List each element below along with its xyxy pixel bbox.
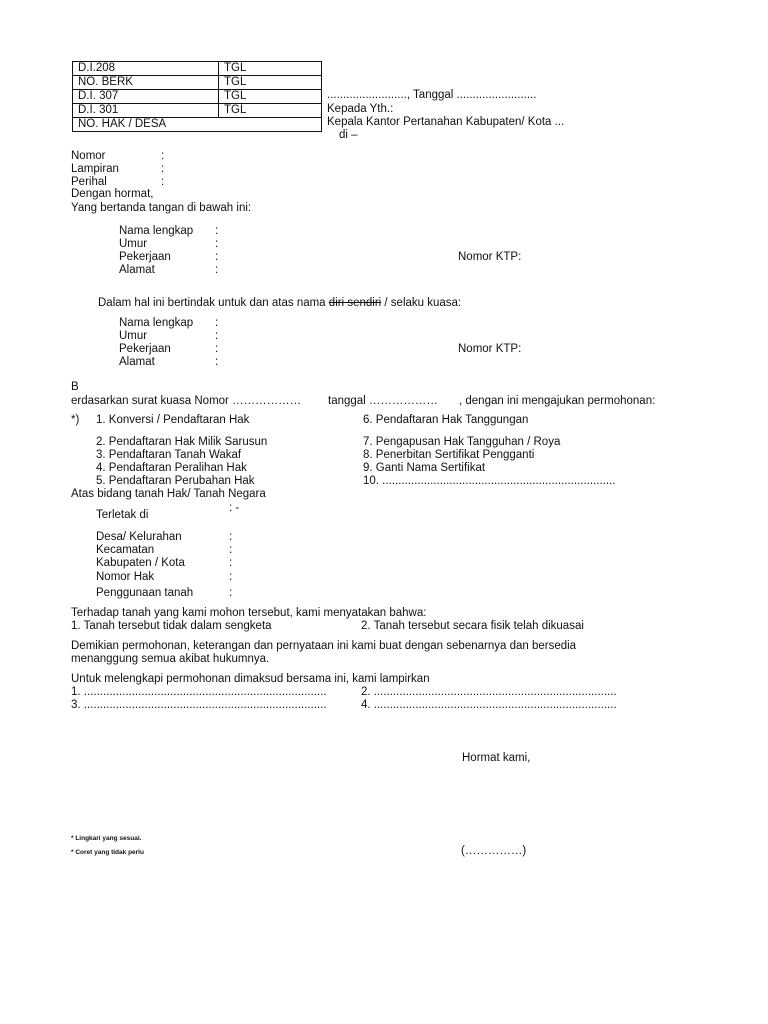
register-table — [72, 61, 322, 132]
attorney-text: erdasarkan surat kuasa Nomor ……………… — [71, 395, 302, 407]
table-cell-label: D.I.208 — [73, 62, 219, 76]
addressee-label: Kepada Yth.: — [327, 103, 394, 115]
colon: : — [215, 356, 219, 368]
date-line: ........................., Tanggal ......................... — [327, 89, 537, 101]
asterisk-note: *) — [71, 414, 80, 426]
colon: : — [229, 531, 233, 543]
table-row — [73, 62, 322, 76]
nomor-label: Nomor — [71, 150, 106, 162]
footnote: * Coret yang tidak perlu — [71, 849, 144, 856]
addressee-office: Kepala Kantor Pertanahan Kabupaten/ Kota ... — [327, 116, 565, 128]
colon: : — [215, 317, 219, 329]
attorney-date: tanggal ……………… — [328, 395, 438, 407]
land-intro: Atas bidang tanah Hak/ Tanah Negara — [71, 488, 266, 500]
declaration-line: Demikian permohonan, keterangan dan pernyataan ini kami buat dengan sebenarnya dan bersedia — [71, 640, 577, 652]
service-item: 2. Pendaftaran Hak Milik Sarusun — [96, 436, 268, 448]
service-item: 5. Pendaftaran Perubahan Hak — [96, 475, 255, 487]
colon: : — [229, 571, 233, 583]
colon: : — [229, 587, 233, 599]
signature-placeholder: (……………) — [461, 845, 527, 857]
table-row — [73, 90, 322, 104]
colon: : — [229, 557, 233, 569]
colon: : — [215, 264, 219, 276]
umur-label: Umur — [119, 330, 148, 342]
penggunaan-label: Penggunaan tanah — [96, 587, 194, 599]
closing: Hormat kami, — [462, 752, 531, 764]
table-row — [73, 118, 322, 132]
table-row — [73, 104, 322, 118]
ktp-label: Nomor KTP: — [458, 343, 522, 355]
terletak-value: : - — [229, 502, 240, 514]
dropcap-b: B — [71, 381, 79, 393]
table-cell-value: TGL — [219, 62, 322, 76]
service-item: 7. Pengapusan Hak Tangguhan / Roya — [363, 436, 561, 448]
desa-label: Desa/ Kelurahan — [96, 531, 182, 543]
intro-text: Yang bertanda tangan di bawah ini: — [71, 202, 252, 214]
pekerjaan-label: Pekerjaan — [119, 251, 171, 263]
attachments-intro: Untuk melengkapi permohonan dimaksud bersama ini, kami lampirkan — [71, 673, 430, 685]
ktp-label: Nomor KTP: — [458, 251, 522, 263]
acting-strikethrough: diri sendiri — [328, 297, 382, 309]
table-row — [73, 76, 322, 90]
colon: : — [161, 176, 165, 188]
attachment-line: 4. ............................................................................ — [361, 699, 617, 711]
alamat-label: Alamat — [119, 356, 155, 368]
acting-text-after: / selaku kuasa: — [381, 297, 462, 309]
perihal-label: Perihal — [71, 176, 107, 188]
statement-intro: Terhadap tanah yang kami mohon tersebut, kami menyatakan bahwa: — [71, 607, 427, 619]
table-cell-value: TGL — [219, 90, 322, 104]
greeting: Dengan hormat, — [71, 188, 154, 200]
kecamatan-label: Kecamatan — [96, 544, 155, 556]
umur-label: Umur — [119, 238, 148, 250]
colon: : — [215, 251, 219, 263]
service-item: 6. Pendaftaran Hak Tanggungan — [363, 414, 529, 426]
service-item: 3. Pendaftaran Tanah Wakaf — [96, 449, 242, 461]
statement-item: 1. Tanah tersebut tidak dalam sengketa — [71, 620, 272, 632]
service-item: 1. Konversi / Pendaftaran Hak — [96, 414, 250, 426]
attachment-line: 2. ............................................................................ — [361, 686, 617, 698]
attachment-line: 3. ............................................................................ — [71, 699, 327, 711]
kabupaten-label: Kabupaten / Kota — [96, 557, 185, 569]
table-cell-label: NO. BERK — [73, 76, 219, 90]
acting-text: Dalam hal ini bertindak untuk dan atas nama — [98, 297, 326, 309]
colon: : — [215, 343, 219, 355]
nama-label: Nama lengkap — [119, 225, 194, 237]
pekerjaan-label: Pekerjaan — [119, 343, 171, 355]
lampiran-label: Lampiran — [71, 163, 119, 175]
colon: : — [161, 150, 165, 162]
table-cell-label: D.I. 301 — [73, 104, 219, 118]
alamat-label: Alamat — [119, 264, 155, 276]
table-cell-value: TGL — [219, 76, 322, 90]
table-cell-value: TGL — [219, 104, 322, 118]
colon: : — [215, 238, 219, 250]
colon: : — [215, 225, 219, 237]
colon: : — [161, 163, 165, 175]
declaration-line: menanggung semua akibat hukumnya. — [71, 653, 270, 665]
service-item: 9. Ganti Nama Sertifikat — [363, 462, 486, 474]
colon: : — [229, 544, 233, 556]
addressee-location: di – — [339, 129, 358, 141]
service-item: 4. Pendaftaran Peralihan Hak — [96, 462, 247, 474]
statement-item: 2. Tanah tersebut secara fisik telah dikuasai — [361, 620, 584, 632]
table-cell-label: D.I. 307 — [73, 90, 219, 104]
footnote: * Lingkari yang sesuai. — [71, 835, 142, 842]
colon: : — [215, 330, 219, 342]
acting-line — [98, 297, 461, 310]
attachment-line: 1. ............................................................................ — [71, 686, 327, 698]
terletak-label: Terletak di — [96, 509, 149, 521]
service-item: 10. ......................................................................... — [363, 475, 616, 487]
attorney-request: , dengan ini mengajukan permohonan: — [459, 395, 656, 407]
nama-label: Nama lengkap — [119, 317, 194, 329]
table-cell-hak-desa: NO. HAK / DESA — [73, 118, 322, 132]
service-item: 8. Penerbitan Sertifikat Pengganti — [363, 449, 535, 461]
nomor-hak-label: Nomor Hak — [96, 571, 155, 583]
